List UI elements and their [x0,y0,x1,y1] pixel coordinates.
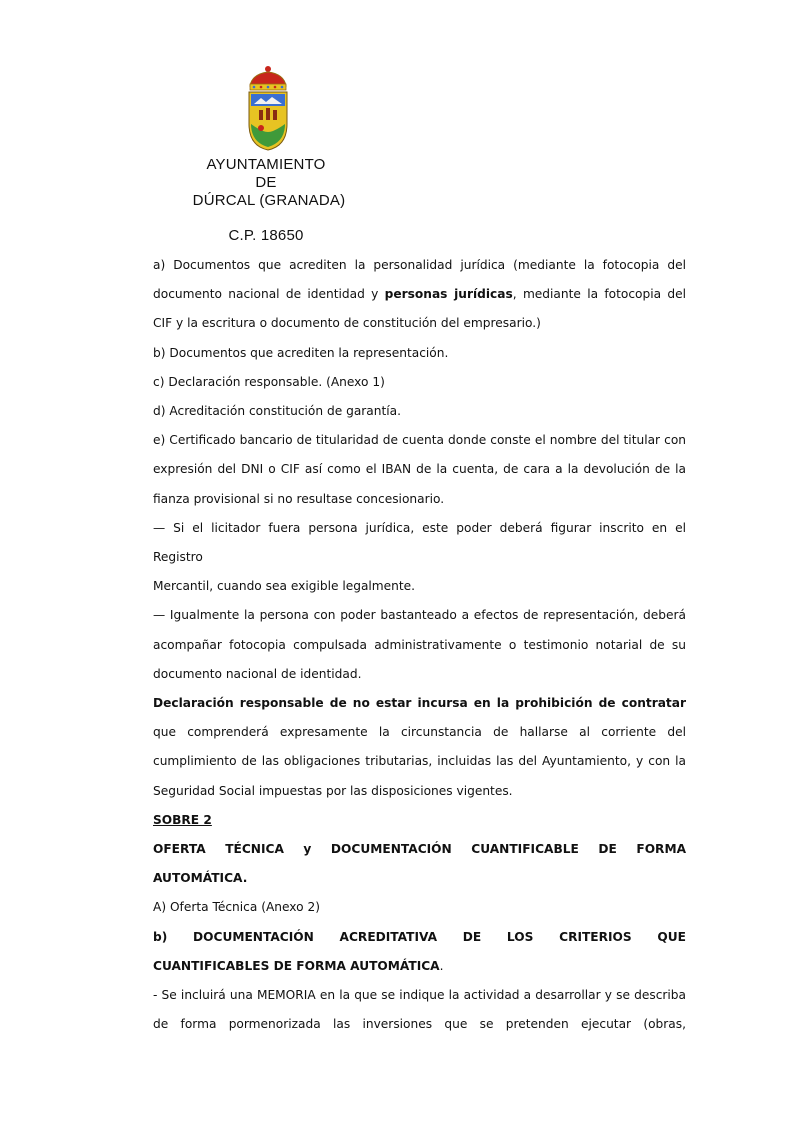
text-line: b) Documentos que acrediten la representación. [153,345,449,360]
text-line: — Igualmente la persona con poder bastanteado a efectos de representación, deberá [153,608,686,623]
text-run: documento nacional de identidad y [153,287,385,302]
section-heading: b) DOCUMENTACIÓN ACREDITATIVA DE LOS CRITERIOS QUE [153,929,686,944]
section-heading: OFERTA TÉCNICA y DOCUMENTACIÓN CUANTIFICABLE DE FORMA [153,842,686,857]
text-run: , mediante la fotocopia del [512,287,687,302]
text-line: a) Documentos que acrediten la personalidad jurídica (mediante la fotocopia del [153,258,686,272]
text-line: d) Acreditación constitución de garantía. [153,404,402,419]
text-line: - Se incluirá una MEMORIA en la que se indique la actividad a desarrollar y se describa [153,988,686,1003]
text-line: cumplimiento de las obligaciones tributarias, incluidas las del Ayuntamiento, y con la [153,754,686,769]
coat-of-arms-logo [244,62,292,152]
text-line: que comprenderá expresamente la circunstancia de hallarse al corriente del [153,725,686,740]
text-line: Seguridad Social impuestas por las disposiciones vigentes. [153,783,513,798]
header-line-de: DE [255,174,277,191]
text-line: acompañar fotocopia compulsada administrativamente o testimonio notarial de su [153,637,686,652]
text-line: — Si el licitador fuera persona jurídica, este poder deberá figurar inscrito en el Registro [153,520,686,565]
text-line: CIF y la escritura o documento de constitución del empresario.) [153,316,541,331]
text-line: fianza provisional si no resultase concesionario. [153,491,445,506]
header-postal-code: C.P. 18650 [228,227,304,244]
text-line [153,952,686,981]
text-line: c) Declaración responsable. (Anexo 1) [153,374,385,389]
text-line: A) Oferta Técnica (Anexo 2) [153,900,320,915]
text-line: Mercantil, cuando sea exigible legalmente. [153,579,416,594]
section-heading-sobre-2: SOBRE 2 [153,812,212,827]
bold-text-line: Declaración responsable de no estar incursa en la prohibición de contratar [153,696,686,711]
header-line-town: DÚRCAL (GRANADA) [192,192,346,209]
text-line: documento nacional de identidad. [153,666,362,681]
bold-text-run: personas jurídicas [384,287,513,302]
text-line: e) Certificado bancario de titularidad de cuenta donde conste el nombre del titular con [153,433,686,448]
document-body [153,251,686,1039]
section-heading: AUTOMÁTICA. [153,871,248,886]
text-run: . [439,958,444,973]
header-line-ayuntamiento: AYUNTAMIENTO [206,156,326,173]
text-line: expresión del DNI o CIF así como el IBAN de la cuenta, de cara a la devolución de la [153,462,686,477]
text-line [153,280,686,309]
text-line: de forma pormenorizada las inversiones que se pretenden ejecutar (obras, [153,1017,686,1032]
bold-text-run: CUANTIFICABLES DE FORMA AUTOMÁTICA [153,958,440,973]
